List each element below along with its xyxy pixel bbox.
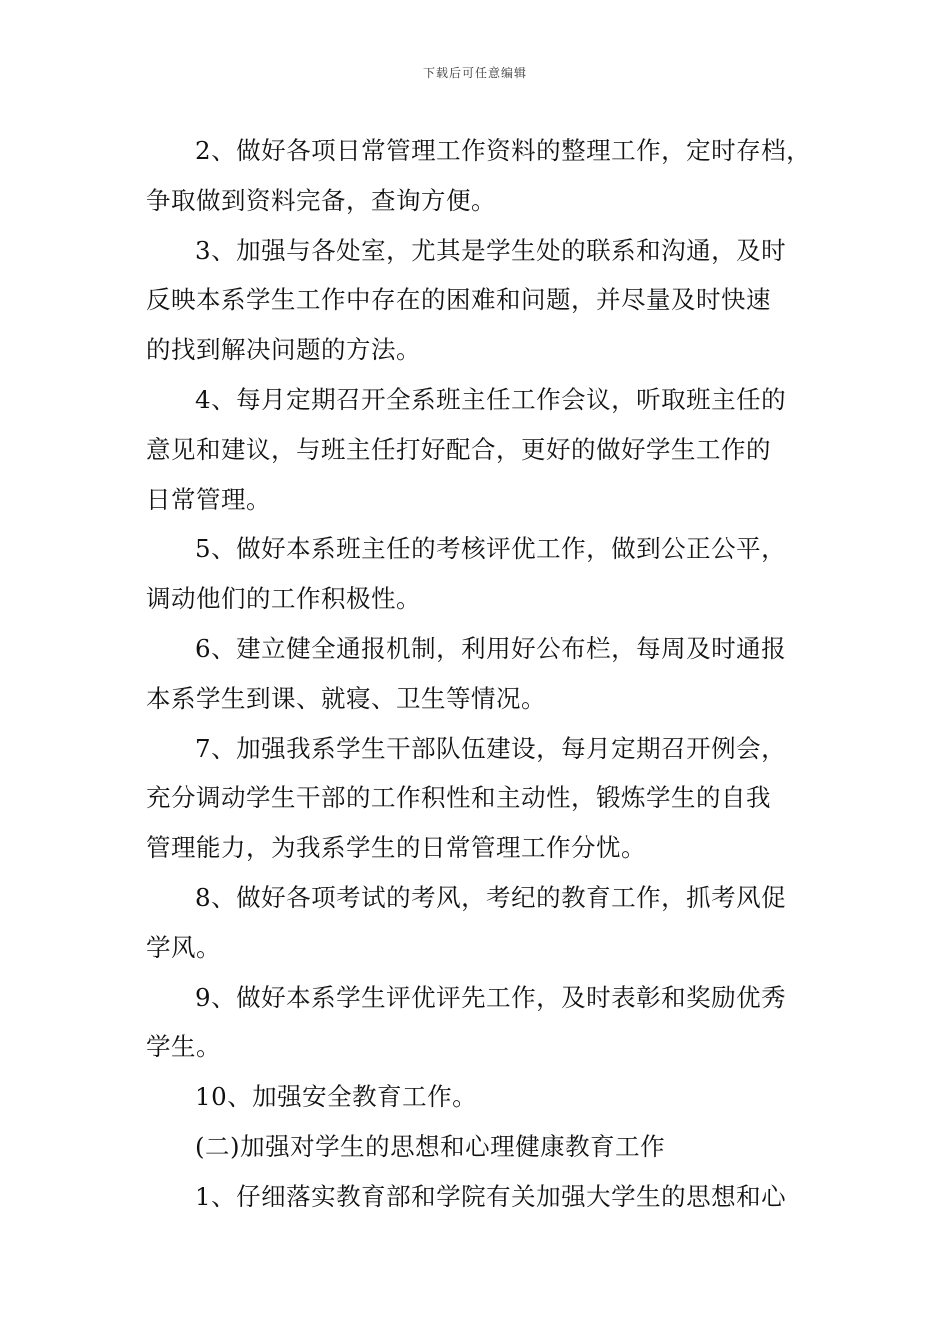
text-line: 10、加强安全教育工作。 [195,1082,478,1112]
text-line: 5、做好本系班主任的考核评优工作，做到公正公平， [195,534,787,564]
text-line: 学风。 [146,932,221,962]
text-line: 充分调动学生干部的工作积性和主动性，锻炼学生的自我 [146,783,771,813]
text-line: 的找到解决问题的方法。 [146,335,421,365]
text-line: 9、做好本系学生评优评先工作，及时表彰和奖励优秀 [195,982,787,1012]
page-header: 下载后可任意编辑 [422,66,527,80]
text-line: (二)加强对学生的思想和心理健康教育工作 [195,1131,666,1161]
text-line: 日常管理。 [146,484,271,514]
text-line: 3、加强与各处室，尤其是学生处的联系和沟通，及时 [195,235,787,265]
text-line: 8、做好各项考试的考风，考纪的教育工作，抓考风促 [195,882,787,912]
text-line: 2、做好各项日常管理工作资料的整理工作，定时存档， [195,136,812,165]
text-line: 争取做到资料完备，查询方便。 [146,185,496,215]
text-line: 意见和建议，与班主任打好配合，更好的做好学生工作的 [146,434,771,464]
text-line: 本系学生到课、就寝、卫生等情况。 [146,683,546,713]
text-line: 反映本系学生工作中存在的困难和问题，并尽量及时快速 [146,285,771,315]
text-line: 7、加强我系学生干部队伍建设，每月定期召开例会， [195,733,787,763]
text-line: 6、建立健全通报机制，利用好公布栏，每周及时通报 [195,633,787,663]
document-body [146,126,826,1222]
text-line: 调动他们的工作积极性。 [146,584,421,614]
text-line: 学生。 [146,1032,221,1062]
text-line: 1、仔细落实教育部和学院有关加强大学生的思想和心 [195,1181,787,1211]
text-line: 管理能力，为我系学生的日常管理工作分忧。 [146,833,646,863]
text-line: 4、每月定期召开全系班主任工作会议，听取班主任的 [195,384,787,414]
